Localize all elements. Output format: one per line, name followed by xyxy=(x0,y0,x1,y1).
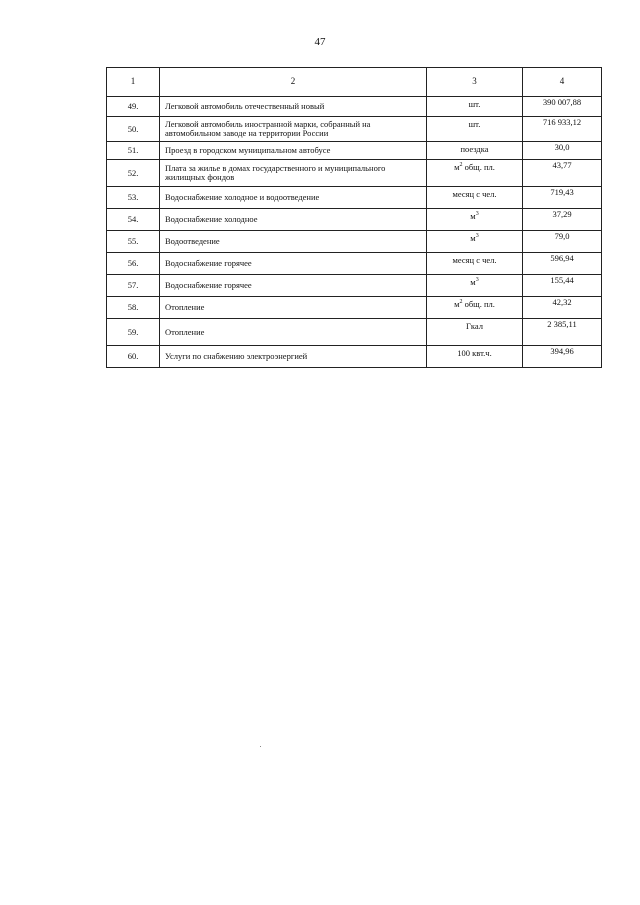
unit-cell xyxy=(427,117,523,142)
item-name: Легковой автомобиль иностранной марки, собранный на автомобильном заводе на территории России xyxy=(160,117,427,142)
unit-text: 100 квт.ч. xyxy=(457,348,492,358)
unit-cell xyxy=(427,346,523,368)
unit-cell xyxy=(427,253,523,275)
row-number: 55. xyxy=(107,231,160,253)
item-value: 716 933,12 xyxy=(523,117,602,142)
unit-text: м xyxy=(470,233,476,243)
unit-text: поездка xyxy=(460,144,489,154)
page-number: 47 xyxy=(314,36,326,48)
unit-cell xyxy=(427,142,523,160)
row-number: 52. xyxy=(107,160,160,187)
unit-superscript: 3 xyxy=(475,277,479,284)
column-header-4: 4 xyxy=(523,68,602,97)
row-number: 56. xyxy=(107,253,160,275)
price-table xyxy=(106,67,602,368)
unit-suffix: общ. пл. xyxy=(462,299,495,309)
table-row xyxy=(107,319,602,346)
row-number: 51. xyxy=(107,142,160,160)
unit-cell xyxy=(427,209,523,231)
header-row xyxy=(107,68,602,97)
scan-speck xyxy=(260,746,261,747)
unit-text: м xyxy=(470,277,476,287)
item-name: Водоотведение xyxy=(160,231,427,253)
item-name: Легковой автомобиль отечественный новый xyxy=(160,97,427,117)
item-name: Водоснабжение холодное и водоотведение xyxy=(160,187,427,209)
item-name: Водоснабжение холодное xyxy=(160,209,427,231)
item-name: Водоснабжение горячее xyxy=(160,253,427,275)
item-name: Отопление xyxy=(160,319,427,346)
table-row xyxy=(107,160,602,187)
item-value: 719,43 xyxy=(523,187,602,209)
unit-cell xyxy=(427,319,523,346)
item-value: 390 007,88 xyxy=(523,97,602,117)
unit-superscript: 3 xyxy=(475,211,479,218)
unit-cell xyxy=(427,97,523,117)
item-name: Плата за жилье в домах государственного и муниципального жилищных фондов xyxy=(160,160,427,187)
unit-text: месяц с чел. xyxy=(452,189,497,199)
item-value: 155,44 xyxy=(523,275,602,297)
table-header xyxy=(107,68,602,97)
item-name: Услуги по снабжению электроэнергией xyxy=(160,346,427,368)
unit-text: м xyxy=(470,211,476,221)
unit-cell xyxy=(427,160,523,187)
table-body xyxy=(107,97,602,368)
row-number: 49. xyxy=(107,97,160,117)
unit-text: шт. xyxy=(468,99,481,109)
unit-text: м xyxy=(454,162,460,172)
table-row xyxy=(107,253,602,275)
unit-cell xyxy=(427,187,523,209)
unit-superscript: 3 xyxy=(475,233,479,240)
table-row xyxy=(107,142,602,160)
item-value: 79,0 xyxy=(523,231,602,253)
column-header-2: 2 xyxy=(160,68,427,97)
row-number: 50. xyxy=(107,117,160,142)
table-row xyxy=(107,346,602,368)
table-row xyxy=(107,209,602,231)
table-row xyxy=(107,275,602,297)
item-value: 596,94 xyxy=(523,253,602,275)
item-value: 37,29 xyxy=(523,209,602,231)
item-value: 2 385,11 xyxy=(523,319,602,346)
unit-cell xyxy=(427,275,523,297)
row-number: 59. xyxy=(107,319,160,346)
unit-text: месяц с чел. xyxy=(452,255,497,265)
unit-text: м xyxy=(454,299,460,309)
table-row xyxy=(107,97,602,117)
table-row xyxy=(107,117,602,142)
item-value: 42,32 xyxy=(523,297,602,319)
unit-superscript: 2 xyxy=(459,162,463,169)
table-row xyxy=(107,231,602,253)
row-number: 57. xyxy=(107,275,160,297)
table-row xyxy=(107,187,602,209)
item-value: 30,0 xyxy=(523,142,602,160)
column-header-3: 3 xyxy=(427,68,523,97)
unit-suffix: общ. пл. xyxy=(462,162,495,172)
unit-superscript: 2 xyxy=(459,299,463,306)
row-number: 53. xyxy=(107,187,160,209)
row-number: 60. xyxy=(107,346,160,368)
unit-text: Гкал xyxy=(465,321,483,331)
row-number: 58. xyxy=(107,297,160,319)
item-name: Проезд в городском муниципальном автобусе xyxy=(160,142,427,160)
item-name: Отопление xyxy=(160,297,427,319)
row-number: 54. xyxy=(107,209,160,231)
unit-text: шт. xyxy=(468,119,481,129)
item-value: 394,96 xyxy=(523,346,602,368)
unit-cell xyxy=(427,231,523,253)
table-row xyxy=(107,297,602,319)
column-header-1: 1 xyxy=(107,68,160,97)
unit-cell xyxy=(427,297,523,319)
item-name: Водоснабжение горячее xyxy=(160,275,427,297)
item-value: 43,77 xyxy=(523,160,602,187)
